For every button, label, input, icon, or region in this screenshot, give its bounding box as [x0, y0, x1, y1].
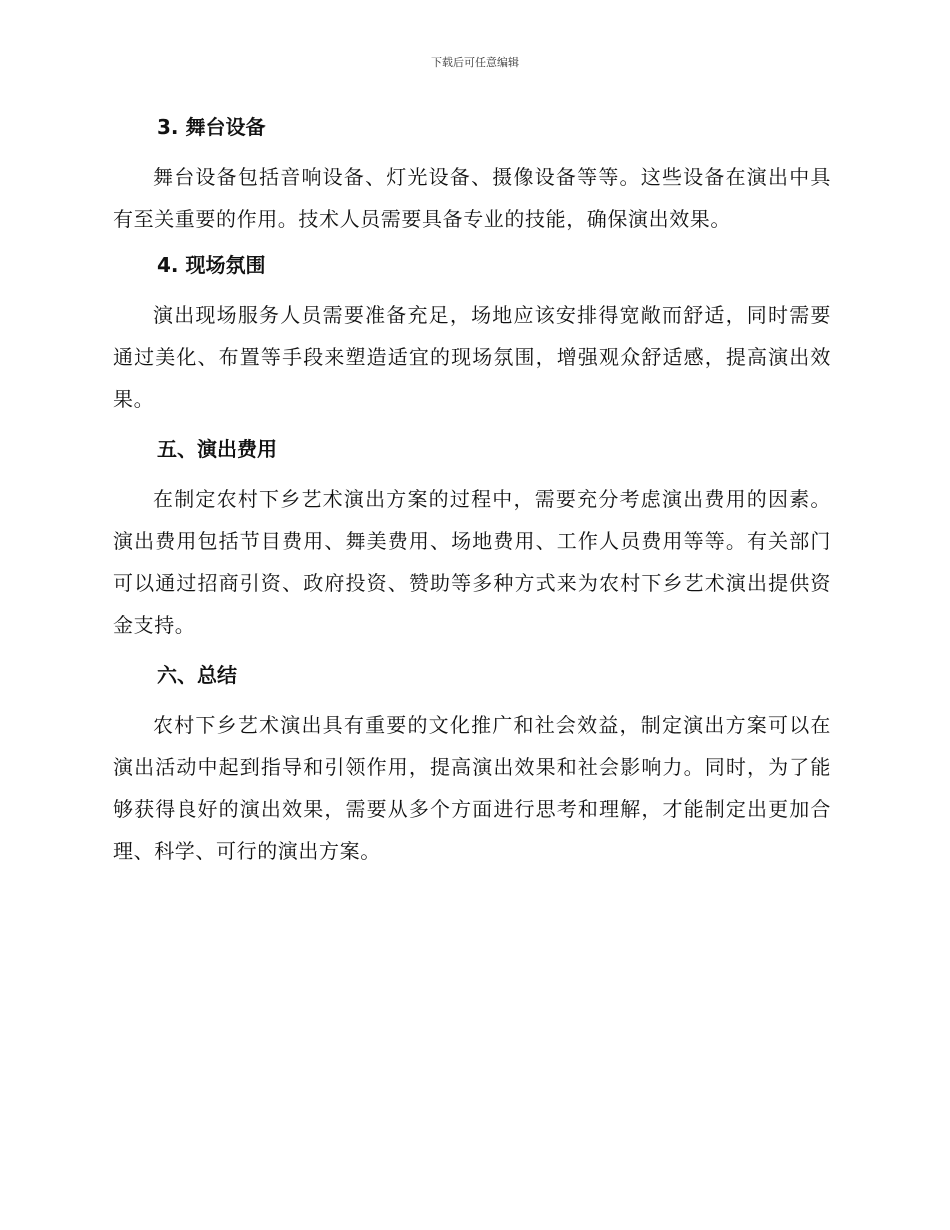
section-paragraph-atmosphere: 演出现场服务人员需要准备充足，场地应该安排得宽敞而舒适，同时需要通过美化、布置等手段来塑造适宜的现场氛围，增强观众舒适感，提高演出效果。: [113, 303, 831, 411]
section-heading-summary: 六、总结: [157, 663, 237, 687]
section-paragraph-summary: 农村下乡艺术演出具有重要的文化推广和社会效益，制定演出方案可以在演出活动中起到指导和引领作用，提高演出效果和社会影响力。同时，为了能够获得良好的演出效果，需要从多个方面进行思考和理解，才能制定出更加合理、科学、可行的演出方案。: [113, 713, 831, 863]
section-heading-atmosphere: 4. 现场氛围: [157, 253, 266, 277]
section-heading-stage-equipment: 3. 舞台设备: [157, 115, 266, 139]
section-paragraph-costs: 在制定农村下乡艺术演出方案的过程中，需要充分考虑演出费用的因素。演出费用包括节目费用、舞美费用、场地费用、工作人员费用等等。有关部门可以通过招商引资、政府投资、赞助等多种方式来为农村下乡艺术演出提供资金支持。: [113, 487, 831, 637]
page-header: 下载后可任意编辑: [431, 56, 519, 69]
section-paragraph-stage-equipment: 舞台设备包括音响设备、灯光设备、摄像设备等等。这些设备在演出中具有至关重要的作用。技术人员需要具备专业的技能，确保演出效果。: [113, 165, 831, 231]
document-body: [113, 112, 831, 872]
section-heading-costs: 五、演出费用: [157, 437, 277, 461]
